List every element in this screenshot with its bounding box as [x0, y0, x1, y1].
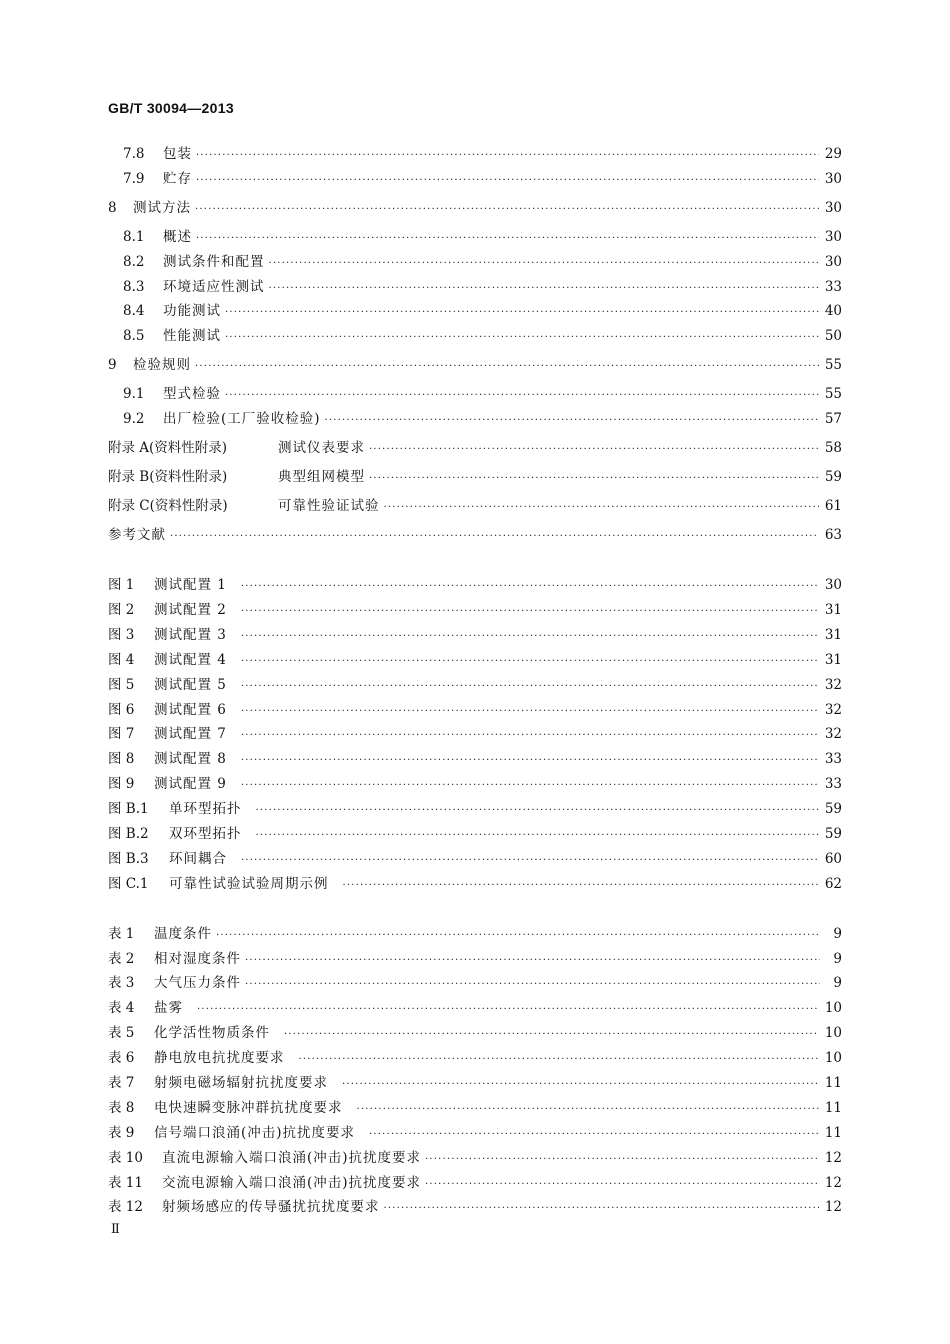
toc-entry-title: 贮存 [163, 171, 192, 187]
toc-entry-number: 7.9 [123, 171, 145, 187]
table-page: 10 [824, 1025, 842, 1041]
figure-page: 59 [824, 826, 842, 842]
table-entry [108, 1123, 842, 1143]
leader-dots [343, 876, 819, 896]
table-entry [108, 998, 842, 1018]
figure-title: 测试配置 1 [154, 577, 227, 593]
figure-entry [108, 824, 842, 844]
leader-dots [195, 200, 819, 220]
leader-dots [425, 1175, 819, 1195]
toc-entry [108, 525, 842, 545]
table-title: 射频场感应的传导骚扰抗扰度要求 [162, 1199, 380, 1215]
toc-entry-page: 33 [824, 279, 842, 295]
figure-entry [108, 625, 842, 645]
figure-page: 30 [824, 577, 842, 593]
leader-dots [369, 469, 819, 489]
table-page: 12 [824, 1199, 842, 1215]
leader-dots [241, 652, 819, 672]
table-entry [108, 949, 842, 969]
figure-entry [108, 575, 842, 595]
table-number: 表 10 [108, 1150, 143, 1166]
table-title: 射频电磁场辐射抗扰度要求 [154, 1075, 328, 1091]
figure-title: 测试配置 5 [154, 677, 227, 693]
table-entry [108, 1098, 842, 1118]
toc-entry [123, 227, 842, 247]
table-number: 表 2 [108, 951, 135, 967]
figure-entry [108, 874, 842, 894]
toc-entry-title: 型式检验 [163, 386, 221, 402]
figure-title: 测试配置 8 [154, 751, 227, 767]
toc-entry-title: 功能测试 [163, 303, 221, 319]
toc-entry-title: 出厂检验(工厂验收检验) [163, 411, 321, 427]
toc-entry-title: 概述 [163, 229, 192, 245]
leader-dots [256, 826, 819, 846]
figure-page: 32 [824, 702, 842, 718]
leader-dots [241, 677, 819, 697]
leader-dots [241, 776, 819, 796]
toc-entry-title: 测试条件和配置 [163, 254, 265, 270]
figure-title: 测试配置 2 [154, 602, 227, 618]
figure-entry [108, 849, 842, 869]
leader-dots [369, 1125, 819, 1145]
leader-dots [170, 527, 819, 547]
figure-number: 图 B.1 [108, 801, 149, 817]
toc-entry [123, 252, 842, 272]
table-title: 相对湿度条件 [154, 951, 241, 967]
table-page: 12 [824, 1175, 842, 1191]
toc-entry-page: 59 [824, 469, 842, 485]
table-entry [108, 1023, 842, 1043]
table-title: 信号端口浪涌(冲击)抗扰度要求 [154, 1125, 356, 1141]
figure-entry [108, 650, 842, 670]
leader-dots [241, 702, 819, 722]
figure-title: 单环型拓扑 [169, 801, 242, 817]
figure-title: 双环型拓扑 [169, 826, 242, 842]
leader-dots [241, 726, 819, 746]
figure-entry [108, 700, 842, 720]
figure-entry [108, 774, 842, 794]
toc-entry-number: 7.8 [123, 146, 145, 162]
toc-entry [108, 438, 842, 458]
table-page: 11 [824, 1075, 842, 1091]
leader-dots [241, 602, 819, 622]
toc-entry-number: 8 [108, 200, 117, 216]
table-title: 直流电源输入端口浪涌(冲击)抗扰度要求 [162, 1150, 422, 1166]
table-title: 静电放电抗扰度要求 [154, 1050, 285, 1066]
figure-number: 图 B.3 [108, 851, 149, 867]
figure-number: 图 C.1 [108, 876, 149, 892]
toc-entry-page: 57 [824, 411, 842, 427]
leader-dots [425, 1150, 819, 1170]
leader-dots [245, 975, 820, 995]
leader-dots [195, 357, 819, 377]
figure-number: 图 B.2 [108, 826, 149, 842]
toc-entry-title: 检验规则 [133, 357, 191, 373]
figure-page: 33 [824, 751, 842, 767]
leader-dots [369, 440, 819, 460]
figure-number: 图 6 [108, 702, 135, 718]
figure-page: 59 [824, 801, 842, 817]
table-title: 交流电源输入端口浪涌(冲击)抗扰度要求 [162, 1175, 422, 1191]
figure-page: 60 [824, 851, 842, 867]
leader-dots [245, 951, 820, 971]
figure-entry [108, 675, 842, 695]
figure-number: 图 2 [108, 602, 135, 618]
table-number: 表 11 [108, 1175, 143, 1191]
figure-entry [108, 724, 842, 744]
leader-dots [299, 1050, 819, 1070]
toc-entry [108, 198, 842, 218]
table-number: 表 8 [108, 1100, 135, 1116]
toc-entry-page: 40 [824, 303, 842, 319]
figure-number: 图 7 [108, 726, 135, 742]
leader-dots [225, 328, 819, 348]
table-entry [108, 1197, 842, 1217]
leader-dots [269, 254, 819, 274]
table-number: 表 3 [108, 975, 135, 991]
figure-page: 31 [824, 602, 842, 618]
toc-entry-number: 8.5 [123, 328, 145, 344]
table-number: 表 1 [108, 926, 135, 942]
figure-number: 图 5 [108, 677, 135, 693]
toc-entry-number: 9 [108, 357, 117, 373]
leader-dots [284, 1025, 819, 1045]
figure-title: 测试配置 4 [154, 652, 227, 668]
toc-entry [108, 496, 842, 516]
table-number: 表 6 [108, 1050, 135, 1066]
toc-entry [108, 355, 842, 375]
toc-entry-page: 58 [824, 440, 842, 456]
leader-dots [241, 577, 819, 597]
toc-entry [123, 384, 842, 404]
toc-entry [123, 277, 842, 297]
table-page: 9 [833, 975, 842, 991]
figure-title: 可靠性试验试验周期示例 [169, 876, 329, 892]
figure-number: 图 1 [108, 577, 135, 593]
figure-page: 31 [824, 652, 842, 668]
toc-entry-page: 55 [824, 386, 842, 402]
table-page: 12 [824, 1150, 842, 1166]
toc-entry-title: 包装 [163, 146, 192, 162]
toc-entry-page: 29 [824, 146, 842, 162]
figure-page: 32 [824, 677, 842, 693]
table-entry [108, 1173, 842, 1193]
leader-dots [225, 303, 819, 323]
toc-entry-title: 环境适应性测试 [163, 279, 265, 295]
toc-entry-number: 8.4 [123, 303, 145, 319]
figure-page: 62 [824, 876, 842, 892]
table-entry [108, 924, 842, 944]
toc-entry-page: 30 [824, 200, 842, 216]
toc-entry-page: 30 [824, 171, 842, 187]
leader-dots [196, 146, 819, 166]
leader-dots [225, 386, 819, 406]
table-page: 11 [824, 1125, 842, 1141]
leader-dots [241, 627, 819, 647]
figure-page: 32 [824, 726, 842, 742]
figure-entry [108, 600, 842, 620]
toc-entry [123, 169, 842, 189]
toc-entry [108, 467, 842, 487]
page-number: Ⅱ [111, 1222, 121, 1237]
table-page: 10 [824, 1000, 842, 1016]
table-title: 盐雾 [154, 1000, 183, 1016]
leader-dots [256, 801, 819, 821]
leader-dots [269, 279, 819, 299]
toc-entry-title: 典型组网模型 [278, 469, 365, 485]
table-entry [108, 973, 842, 993]
toc-entry-number: 8.3 [123, 279, 145, 295]
table-number: 表 7 [108, 1075, 135, 1091]
toc-entry-number: 9.1 [123, 386, 145, 402]
table-page: 11 [824, 1100, 842, 1116]
figure-title: 测试配置 9 [154, 776, 227, 792]
leader-dots [197, 1000, 819, 1020]
figure-page: 31 [824, 627, 842, 643]
table-entry [108, 1073, 842, 1093]
table-entry [108, 1048, 842, 1068]
table-entry [108, 1148, 842, 1168]
figure-title: 测试配置 6 [154, 702, 227, 718]
figure-number: 图 3 [108, 627, 135, 643]
table-title: 大气压力条件 [154, 975, 241, 991]
table-title: 温度条件 [154, 926, 212, 942]
toc-entry [123, 301, 842, 321]
leader-dots [325, 411, 819, 431]
leader-dots [216, 926, 820, 946]
toc-entry-number: 附录 C(资料性附录) [108, 498, 228, 514]
table-page: 9 [833, 926, 842, 942]
table-number: 表 5 [108, 1025, 135, 1041]
toc-entry-number: 9.2 [123, 411, 145, 427]
toc-entry-title: 测试仪表要求 [278, 440, 365, 456]
figure-title: 环间耦合 [169, 851, 227, 867]
toc-entry-title: 测试方法 [133, 200, 191, 216]
toc-entry-title: 可靠性验证试验 [278, 498, 380, 514]
figure-number: 图 9 [108, 776, 135, 792]
toc-entry-number: 8.2 [123, 254, 145, 270]
toc-entry-number: 附录 A(资料性附录) [108, 440, 228, 456]
toc-entry-number: 附录 B(资料性附录) [108, 469, 228, 485]
leader-dots [196, 229, 819, 249]
leader-dots [241, 851, 819, 871]
table-page: 10 [824, 1050, 842, 1066]
figure-number: 图 8 [108, 751, 135, 767]
table-page: 9 [833, 951, 842, 967]
document-code: GB/T 30094—2013 [108, 100, 234, 116]
figure-page: 33 [824, 776, 842, 792]
toc-entry-page: 30 [824, 229, 842, 245]
toc-entry-page: 63 [824, 527, 842, 543]
figure-title: 测试配置 7 [154, 726, 227, 742]
figure-entry [108, 749, 842, 769]
table-title: 电快速瞬变脉冲群抗扰度要求 [154, 1100, 343, 1116]
toc-entry-title: 参考文献 [108, 527, 166, 543]
table-number: 表 12 [108, 1199, 143, 1215]
leader-dots [196, 171, 819, 191]
leader-dots [241, 751, 819, 771]
toc-entry [123, 409, 842, 429]
table-number: 表 4 [108, 1000, 135, 1016]
toc-entry-page: 55 [824, 357, 842, 373]
toc-entry-page: 30 [824, 254, 842, 270]
leader-dots [342, 1075, 819, 1095]
figure-entry [108, 799, 842, 819]
toc-entry [123, 326, 842, 346]
figure-number: 图 4 [108, 652, 135, 668]
leader-dots [384, 498, 819, 518]
toc-entry [123, 144, 842, 164]
leader-dots [357, 1100, 819, 1120]
figure-title: 测试配置 3 [154, 627, 227, 643]
table-title: 化学活性物质条件 [154, 1025, 270, 1041]
table-number: 表 9 [108, 1125, 135, 1141]
toc-entry-page: 50 [824, 328, 842, 344]
toc-entry-number: 8.1 [123, 229, 145, 245]
leader-dots [384, 1199, 819, 1219]
toc-entry-page: 61 [824, 498, 842, 514]
toc-entry-title: 性能测试 [163, 328, 221, 344]
